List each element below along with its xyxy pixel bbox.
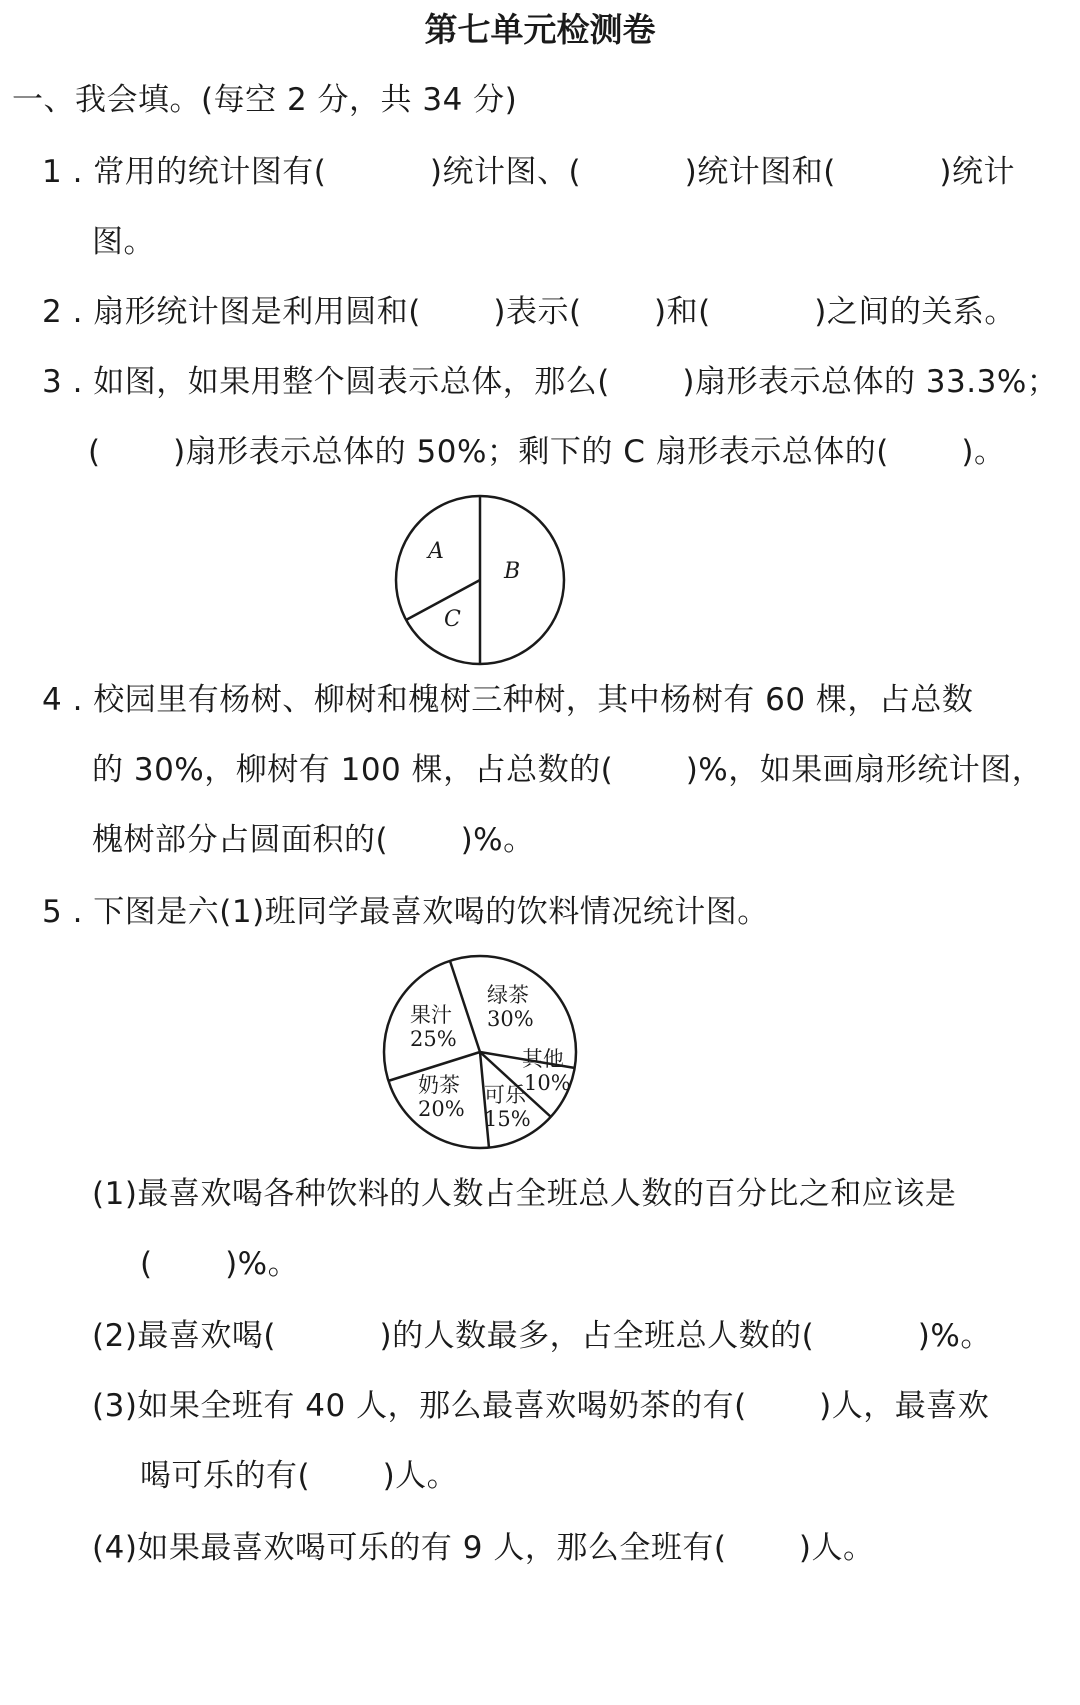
question-4-line-1: 4 . 校园里有杨树、柳树和槐树三种树，其中杨树有 60 棵，占总数 [42, 682, 974, 718]
question-3-line-1: 3 . 如图，如果用整个圆表示总体，那么( )扇形表示总体的 33.3%； [42, 364, 1059, 400]
label-cola-pct: 15% [484, 1107, 531, 1131]
label-green-tea-name: 绿茶 [487, 983, 529, 1007]
question-1-line-2: 图。 [92, 224, 155, 260]
pie-label-a: A [428, 539, 444, 564]
q5-sub1-line-1: (1)最喜欢喝各种饮料的人数占全班总人数的百分比之和应该是 [92, 1176, 957, 1212]
q5-sub4: (4)如果最喜欢喝可乐的有 9 人，那么全班有( )人。 [92, 1530, 875, 1566]
question-4-line-2: 的 30%，柳树有 100 棵，占总数的( )%，如果画扇形统计图， [92, 752, 1044, 788]
pie-label-b: B [504, 559, 521, 584]
label-cola-name: 可乐 [484, 1083, 526, 1107]
label-juice-pct: 25% [410, 1027, 457, 1051]
label-juice-name: 果汁 [410, 1003, 452, 1027]
q5-sub1-line-2: ( )%。 [140, 1246, 300, 1282]
pie-divider-ac [406, 580, 480, 620]
section-heading: 一、我会填。(每空 2 分，共 34 分) [12, 82, 518, 118]
label-milk-tea-pct: 20% [418, 1097, 465, 1121]
label-green-tea-pct: 30% [487, 1007, 534, 1031]
question-3-line-2: ( )扇形表示总体的 50%；剩下的 C 扇形表示总体的( )。 [88, 434, 1006, 470]
label-milk-tea-name: 奶茶 [418, 1073, 460, 1097]
abc-pie-diagram [380, 480, 580, 680]
question-4-line-3: 槐树部分占圆面积的( )%。 [92, 822, 535, 858]
q5-sub2: (2)最喜欢喝( )的人数最多，占全班总人数的( )%。 [92, 1318, 992, 1354]
question-2-line-1: 2 . 扇形统计图是利用圆和( )表示( )和( )之间的关系。 [42, 294, 1016, 330]
question-1-line-1: 1 . 常用的统计图有( )统计图、( )统计图和( )统计 [42, 154, 1015, 190]
page-title: 第七单元检测卷 [424, 10, 656, 49]
q5-sub3-line-1: (3)如果全班有 40 人，那么最喜欢喝奶茶的有( )人，最喜欢 [92, 1388, 990, 1424]
question-5-line-1: 5 . 下图是六(1)班同学最喜欢喝的饮料情况统计图。 [42, 894, 769, 930]
drink-pie-chart [370, 942, 590, 1162]
label-other-pct: 10% [524, 1071, 571, 1095]
q5-sub3-line-2: 喝可乐的有( )人。 [140, 1458, 459, 1494]
label-other-name: 其他 [522, 1047, 564, 1071]
pie-label-c: C [444, 607, 461, 632]
